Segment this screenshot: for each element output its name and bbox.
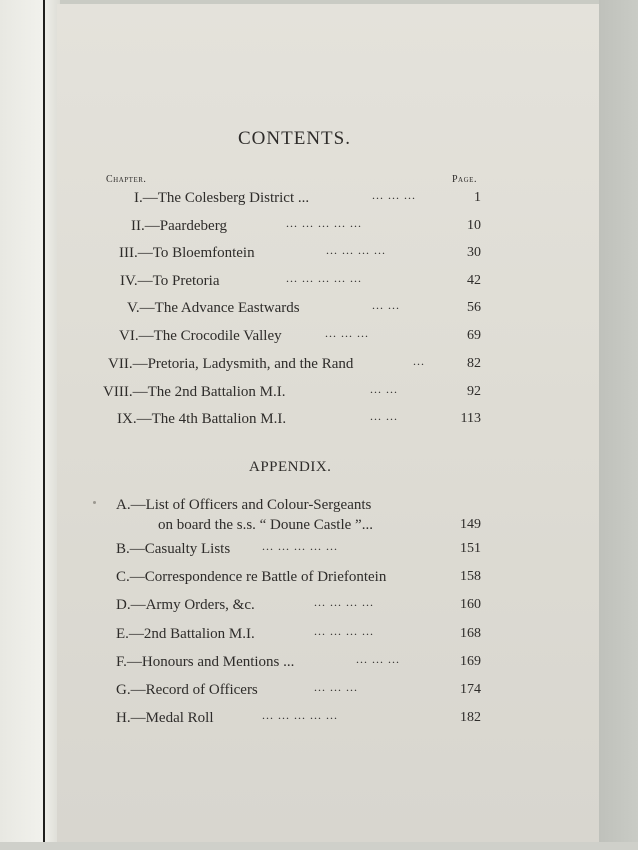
background-surface <box>599 0 638 850</box>
toc-entry: VII.—Pretoria, Ladysmith, and the Rand <box>108 356 354 372</box>
page-column-header: Page. <box>452 174 477 185</box>
toc-entry: VI.—The Crocodile Valley <box>119 328 282 344</box>
dot-leader: ... ... ... <box>356 652 400 666</box>
dot-leader: ... ... ... <box>314 680 358 694</box>
toc-row <box>0 273 600 293</box>
page-number: 30 <box>467 245 481 260</box>
toc-entry: V.—The Advance Eastwards <box>127 300 300 316</box>
dot-leader: ... ... ... ... ... <box>286 216 362 230</box>
toc-row <box>0 245 600 265</box>
appendix-row <box>0 497 600 537</box>
page-number: 82 <box>467 356 481 371</box>
page-number: 151 <box>460 541 481 556</box>
page-number: 56 <box>467 300 481 315</box>
page-number: 169 <box>460 654 481 669</box>
appendix-entry: A.—List of Officers and Colour-Sergeants <box>116 497 372 513</box>
page-number: 149 <box>460 517 481 532</box>
page-number: 158 <box>460 569 481 584</box>
dot-leader: ... ... ... ... ... <box>262 539 338 553</box>
toc-row <box>0 328 600 348</box>
appendix-row <box>0 710 600 730</box>
toc-row <box>0 384 600 404</box>
dot-leader: ... ... ... <box>325 326 369 340</box>
page-number: 182 <box>460 710 481 725</box>
appendix-row <box>0 597 600 617</box>
appendix-entry: H.—Medal Roll <box>116 710 214 726</box>
dot-leader: ... ... <box>370 382 398 396</box>
appendix-entry: F.—Honours and Mentions ... <box>116 654 295 670</box>
toc-row <box>0 218 600 238</box>
dot-leader: ... ... <box>372 298 400 312</box>
page-number: 69 <box>467 328 481 343</box>
dot-leader: ... ... ... <box>372 188 416 202</box>
toc-entry: II.—Paardeberg <box>131 218 227 234</box>
appendix-row <box>0 626 600 646</box>
page-number: 42 <box>467 273 481 288</box>
toc-entry: I.—The Colesberg District ... <box>134 190 310 206</box>
appendix-row <box>0 541 600 561</box>
dot-leader: ... ... ... ... <box>314 595 374 609</box>
toc-entry: III.—To Bloemfontein <box>119 245 255 261</box>
toc-entry: IX.—The 4th Battalion M.I. <box>117 411 287 427</box>
page-number: 160 <box>460 597 481 612</box>
appendix-row <box>0 654 600 674</box>
toc-entry: IV.—To Pretoria <box>120 273 220 289</box>
toc-entry: VIII.—The 2nd Battalion M.I. <box>103 384 286 400</box>
bottom-edge <box>0 842 638 850</box>
toc-row <box>0 411 600 431</box>
dot-leader: ... ... ... ... <box>326 243 386 257</box>
appendix-entry-continuation: on board the s.s. “ Doune Castle ”... <box>158 517 373 533</box>
appendix-entry: D.—Army Orders, &c. <box>116 597 255 613</box>
dot-leader: ... ... ... ... <box>314 624 374 638</box>
appendix-entry: B.—Casualty Lists <box>116 541 231 557</box>
dot-leader: ... ... ... ... ... <box>262 708 338 722</box>
page-number: 1 <box>474 190 481 205</box>
dot-leader: ... ... ... ... ... <box>286 271 362 285</box>
dot-leader: ... ... <box>370 409 398 423</box>
page-title: CONTENTS. <box>238 128 351 149</box>
page-number: 10 <box>467 218 481 233</box>
appendix-row <box>0 569 600 589</box>
appendix-entry: G.—Record of Officers <box>116 682 258 698</box>
toc-row <box>0 356 600 376</box>
appendix-heading: APPENDIX. <box>249 459 332 475</box>
page-number: 174 <box>460 682 481 697</box>
appendix-row <box>0 682 600 702</box>
appendix-entry: E.—2nd Battalion M.I. <box>116 626 255 642</box>
appendix-entry: C.—Correspondence re Battle of Driefontein <box>116 569 387 585</box>
dot-leader: ... <box>413 354 425 368</box>
page-number: 113 <box>460 411 481 426</box>
toc-row <box>0 300 600 320</box>
toc-row <box>0 190 600 210</box>
page-number: 168 <box>460 626 481 641</box>
chapter-column-header: Chapter. <box>106 174 147 185</box>
page-number: 92 <box>467 384 481 399</box>
